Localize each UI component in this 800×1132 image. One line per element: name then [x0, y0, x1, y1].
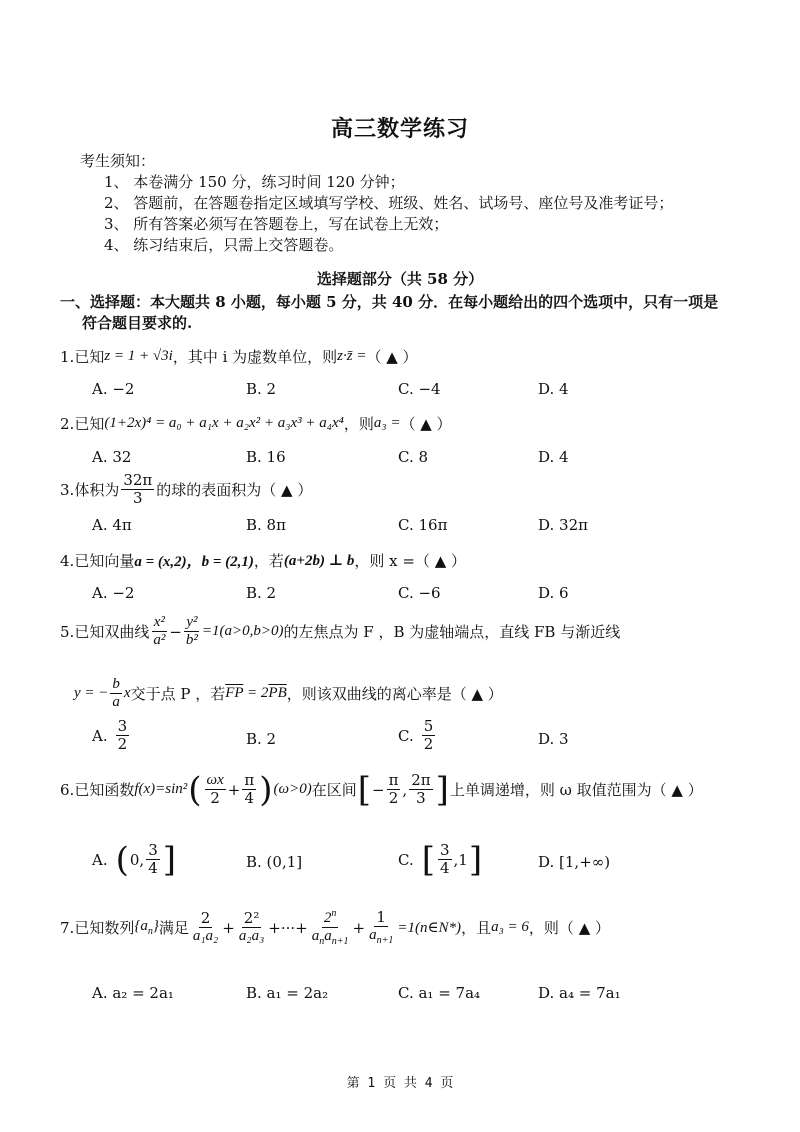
question-middle: 的左焦点为 F ，B 为虚轴端点，直线 FB 与渐近线: [283, 623, 621, 642]
option-c: C. −4: [398, 380, 441, 398]
option-d: D. [1,+∞): [538, 853, 611, 871]
option-b: B. (0,1]: [246, 853, 303, 871]
option-b: B. 8π: [246, 516, 286, 534]
asymptote-slope: $\frac{b}{a}$: [112, 676, 120, 711]
question-expression: a₃ = 6: [491, 919, 529, 936]
option-c: C. −6: [398, 584, 441, 602]
question-number: 7.: [60, 918, 75, 937]
option-a: A. $\frac{3}{2}$: [92, 717, 128, 754]
question-3: [60, 472, 312, 508]
question-2: [60, 413, 452, 434]
question-middle: ，其中 i 为虚数单位，则: [172, 348, 338, 366]
question-prefix: 已知双曲线: [74, 623, 150, 642]
section-intro: 一、选择题：本大题共 8 小题，每小题 5 分，共 40 分．在每小题给出的四个选项中，只有一项是: [60, 293, 719, 311]
hyperbola-condition: =1(a>0,b>0): [201, 623, 284, 640]
question-number: 5.: [60, 622, 75, 641]
section-intro: 符合题目要求的.: [82, 314, 193, 332]
hyperbola-term-y: $\frac{\text{y²}}{\text{b²}}$: [185, 614, 198, 649]
option-c: C. [ $\frac{3}{4}$ ,1 ]: [398, 839, 483, 880]
question-prefix: 已知数列: [74, 919, 135, 938]
option-a: A. a₂ = 2a₁: [92, 984, 174, 1002]
question-number: 1.: [60, 347, 75, 366]
option-a: A. ( 0, $\frac{3}{4}$ ]: [92, 839, 176, 880]
question-middle: 交于点 P ，若: [130, 685, 226, 704]
option-d: D. 3: [538, 730, 569, 748]
question-expression: z·z̄ =: [337, 348, 367, 364]
option-a: A. −2: [92, 584, 135, 602]
option-d: D. 4: [538, 380, 569, 398]
option-c: C. 8: [398, 448, 429, 466]
section-title: 选择题部分（共 58 分）: [316, 270, 484, 288]
question-number: 2.: [60, 414, 75, 433]
option-a: A. −2: [92, 380, 135, 398]
notice-item: 4、 练习结束后，只需上交答题卷。: [104, 236, 344, 254]
notice-heading: 考生须知：: [80, 152, 156, 170]
question-4: [60, 550, 466, 571]
question-middle: 满足: [158, 919, 189, 938]
option-b: B. 16: [246, 448, 286, 466]
vector-equation: $\overline{FP} = 2\overline{PB}$: [225, 685, 287, 702]
question-prefix: 已知: [74, 348, 105, 366]
option-b: B. 2: [246, 730, 277, 748]
question-5-line-2: y = − $\frac{b}{a}$ x 交于点 P ，若 $\overline{FP} = 2\overline{PB}$ ，则该双曲线的离心率是（ ▲ ）: [74, 676, 503, 711]
question-answer-slot: ，则（ ▲ ）: [528, 919, 610, 938]
volume-fraction: $\frac{32\pi}{3}$: [123, 471, 153, 508]
option-a: A. 32: [92, 448, 132, 466]
question-prefix: 体积为: [74, 481, 120, 500]
option-c: C. a₁ = 7a₄: [398, 984, 481, 1002]
question-7: 7. 已知数列 $\{a_n\}$ 满足 $\frac{2}{\text{a₁a₂}}$ + $\frac{\text{2²}}{\text{a₂a₃}}$ +···+ $\frac{2^n}{a_na_{n+1}}$ + $\frac{1}{a_{n+1}}$ =1(n∈N*) ，且 a₃ = 6 ，则（ ▲ ）: [60, 908, 610, 948]
question-5: 5. 已知双曲线 $\frac{\text{x²}}{\text{a²}}$ − $\frac{\text{y²}}{\text{b²}}$ =1(a>0,b>0) 的左焦点为 F ，B 为虚轴端点，直线 FB 与渐近线: [60, 614, 621, 649]
option-b: B. a₁ = 2a₂: [246, 984, 329, 1002]
question-prefix: 已知向量: [74, 552, 135, 570]
question-expression: (1+2x)⁴ = a₀ + a₁x + a₂x² + a₃x³ + a₄x⁴: [104, 415, 344, 431]
question-number: 6.: [60, 780, 75, 799]
hyperbola-term-x: $\frac{\text{x²}}{\text{a²}}$: [153, 614, 166, 649]
question-prefix: 已知: [74, 415, 105, 433]
option-d: D. 6: [538, 584, 569, 602]
option-a: A. 4π: [92, 516, 132, 534]
question-expression: a₃ =: [373, 415, 401, 431]
option-d: D. 32π: [538, 516, 588, 534]
question-middle: 在区间: [311, 781, 357, 800]
page-title: 高三数学练习: [330, 116, 469, 142]
question-number: 4.: [60, 551, 75, 570]
notice-item: 3、 所有答案必须写在答题卷上，写在试卷上无效；: [104, 215, 449, 233]
question-prefix: 已知函数: [74, 781, 135, 800]
question-number: 3.: [60, 480, 75, 499]
option-b: B. 2: [246, 584, 277, 602]
question-answer-slot: （ ▲ ）: [400, 415, 452, 433]
question-middle: ，则: [343, 415, 374, 433]
question-expression: z = 1 + √3i: [104, 348, 173, 364]
notice-item: 1、 本卷满分 150 分，练习时间 120 分钟；: [104, 173, 405, 191]
question-middle: ，若: [253, 552, 284, 570]
question-expression: (a+2b) ⊥ b: [283, 553, 355, 569]
question-answer-slot: ，则 x =（ ▲ ）: [354, 552, 466, 570]
question-answer-slot: （ ▲ ）: [366, 348, 418, 366]
question-answer-slot: ，则该双曲线的离心率是（ ▲ ）: [286, 685, 503, 704]
option-d: D. 4: [538, 448, 569, 466]
option-d: D. a₄ = 7a₁: [538, 984, 621, 1002]
option-b: B. 2: [246, 380, 277, 398]
question-expression: a = (x,2)，b = (2,1): [134, 554, 254, 570]
question-6: 6. 已知函数 f(x)=sin² ( $\frac{\omega x}{2}$ + $\frac{\pi}{4}$ ) (ω>0) 在区间 [ − $\frac{\pi}{2}$ , $\frac{2\pi}{3}$ ] 上单调递增，则 ω 取值范围为（ ▲ ）: [60, 769, 703, 810]
option-c: C. $\frac{5}{2}$: [398, 717, 434, 754]
option-c: C. 16π: [398, 516, 448, 534]
notice-item: 2、 答题前，在答题卷指定区域填写学校、班级、姓名、试场号、座位号及准考证号；: [104, 194, 674, 212]
question-answer-slot: 上单调递增，则 ω 取值范围为（ ▲ ）: [449, 781, 703, 800]
question-middle: ，且: [461, 919, 492, 938]
question-1: [60, 346, 418, 367]
page-footer: 第 1 页 共 4 页: [346, 1076, 454, 1091]
question-middle: 的球的表面积为（ ▲ ）: [156, 481, 313, 500]
